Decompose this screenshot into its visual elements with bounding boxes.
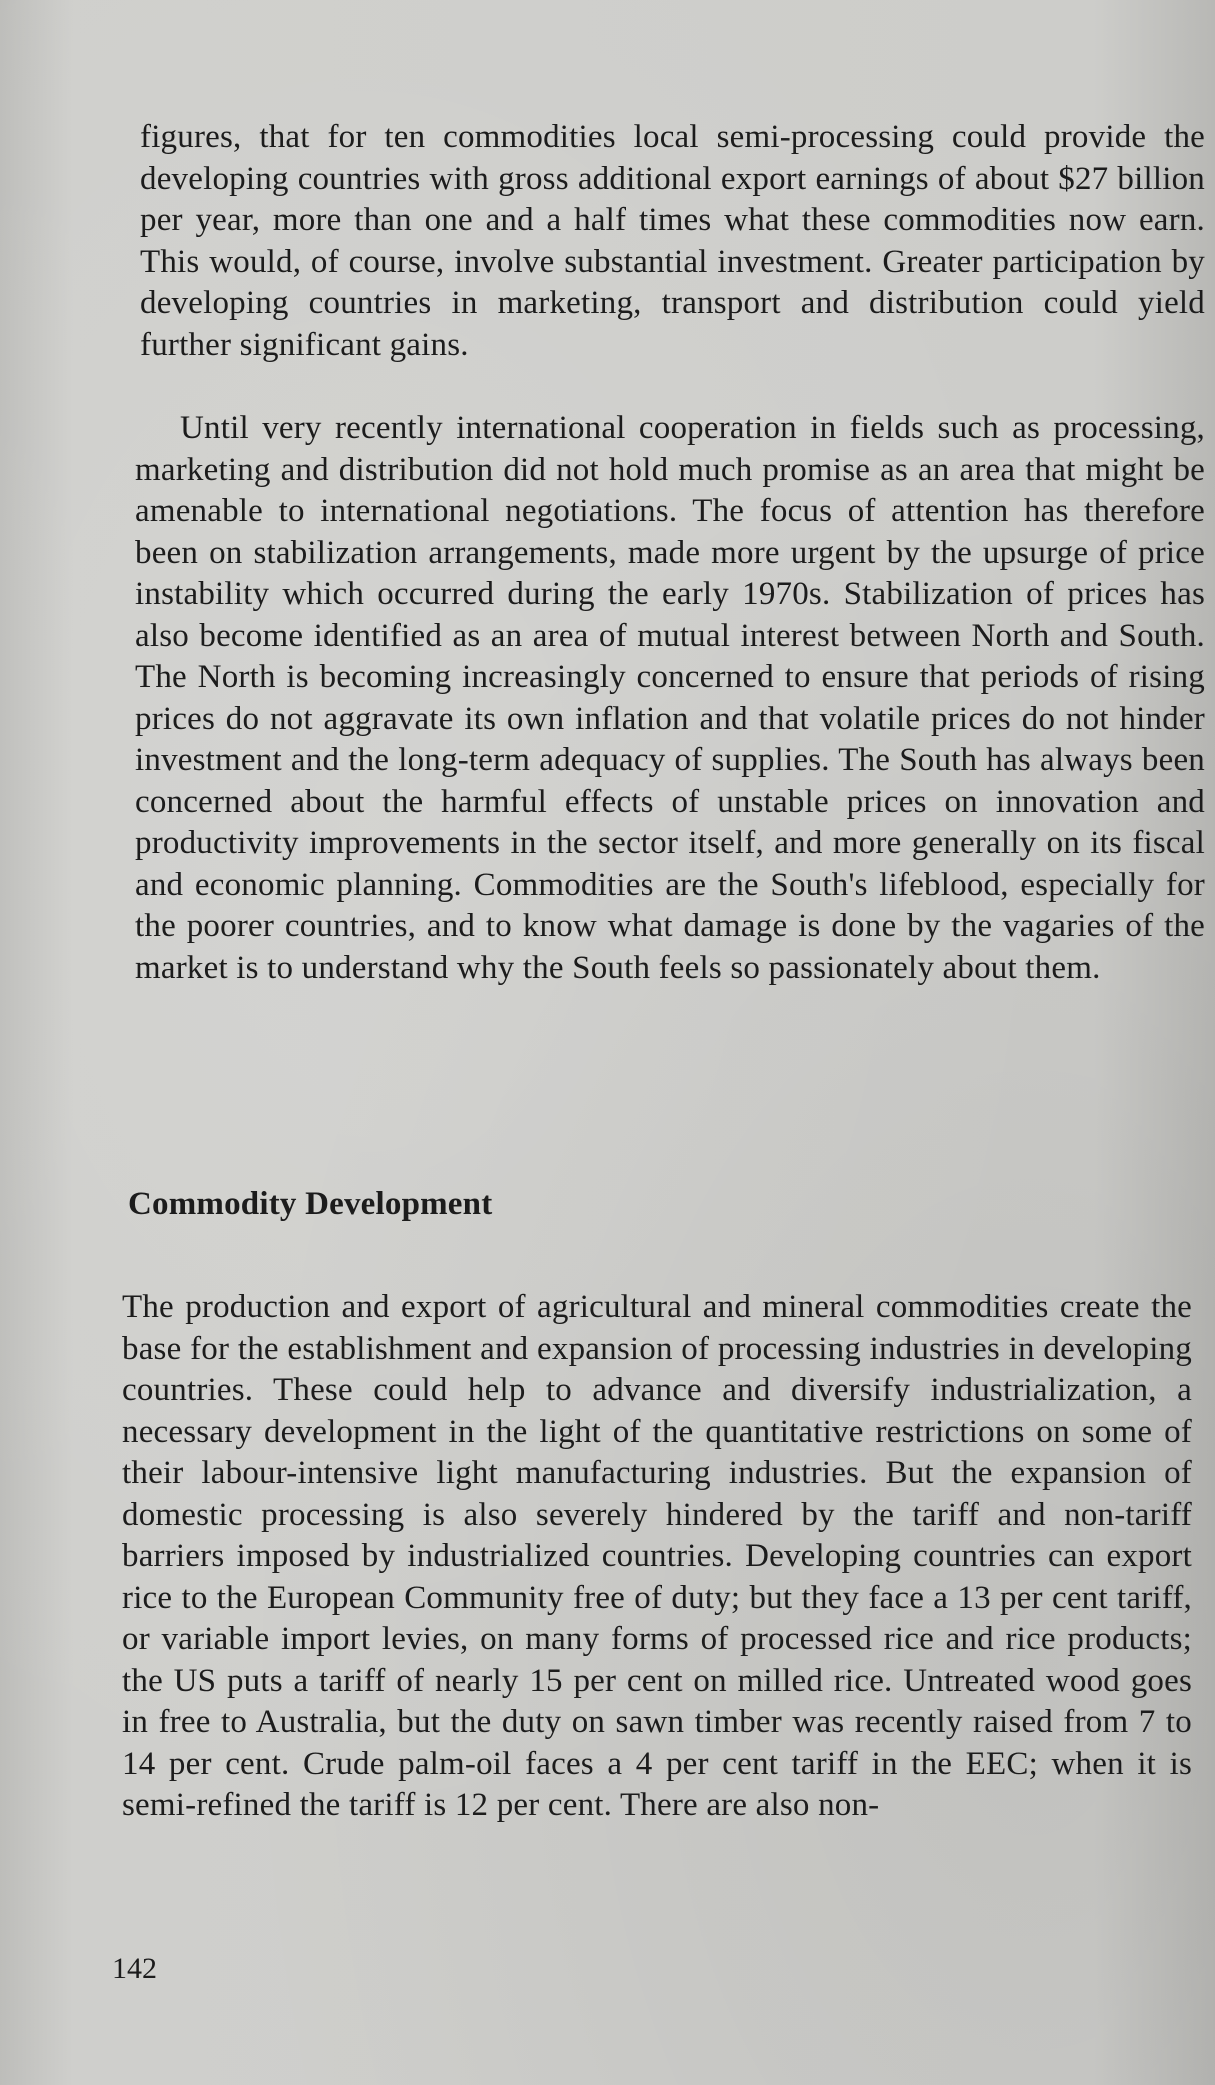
section-heading: Commodity Development [128,1186,493,1222]
page-number: 142 [112,1952,157,1985]
paragraph-price-stabilization: Until very recently international cooperation in fields such as processing, marketing and distribution did not hold much promise as an area that might be amenable to international negotiations. The focus of attention has therefore been on stabilization arrangements, made more urgent by the upsurge of price instability which occurred during the early 1970s. Stabilization of prices has also become identified as an area of mutual interest between North and South. The North is becoming increasingly concerned to ensure that periods of rising prices do not aggravate its own inflation and that volatile prices do not hinder investment and the long-term adequacy of supplies. The South has always been concerned about the harmful effects of unstable prices on innovation and productivity improvements in the sector itself, and more generally on its fiscal and economic planning. Commodities are the South's lifeblood, especially for the poorer countries, and to know what damage is done by the vagaries of the market is to understand why the South feels so passionately about them. [135,410,1205,986]
paragraph-processing-earnings: figures, that for ten commodities local semi-processing could provide the developing countries with gross additional export earnings of about $27 billion per year, more than one and a half times what these commodities now earn. This would, of course, involve substantial investment. Greater participation by developing countries in marketing, transport and distribution could yield further significant gains. [140,119,1205,363]
paragraph-commodity-development: The production and export of agricultural and mineral commodities create the base for the establishment and expansion of processing industries in developing countries. These could help to advance and diversify industrialization, a necessary development in the light of the quantitative restrictions on some of their labour-intensive light manufacturing industries. But the expansion of domestic processing is also severely hindered by the tariff and non-tariff barriers imposed by industrialized countries. Developing countries can export rice to the European Community free of duty; but they face a 13 per cent tariff, or variable import levies, on many forms of processed rice and rice products; the US puts a tariff of nearly 15 per cent on milled rice. Untreated wood goes in free to Australia, but the duty on sawn timber was recently raised from 7 to 14 per cent. Crude palm-oil faces a 4 per cent tariff in the EEC; when it is semi-refined the tariff is 12 per cent. There are also non- [122,1289,1192,1823]
